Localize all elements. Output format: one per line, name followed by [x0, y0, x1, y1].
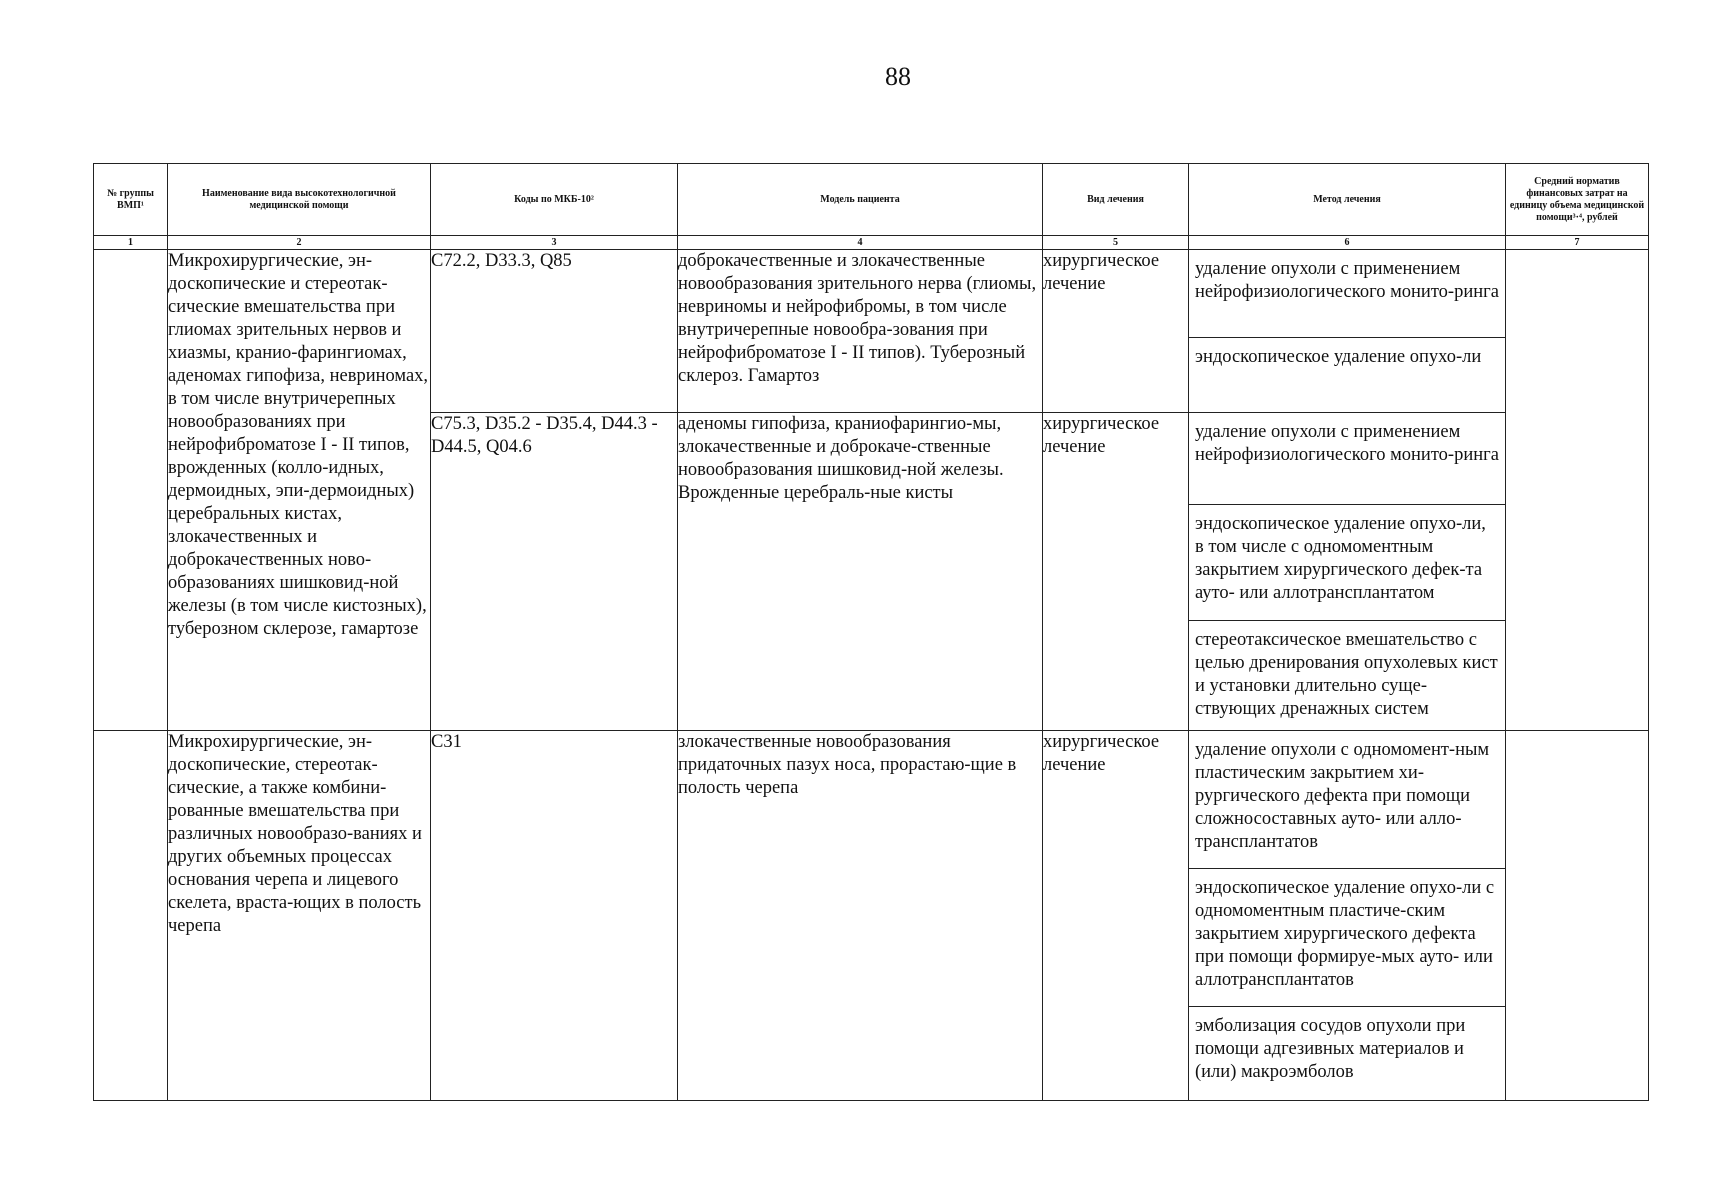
column-number: 5: [1043, 236, 1189, 250]
group-number-cell: [94, 731, 168, 1101]
icd-codes-cell: C31: [431, 731, 678, 1101]
care-type-cell: Микрохирургические, эн-доскопические и стереотак-сические вмешательства при глиомах зрительных нервов и хиазмы, кранио-фарингиомах, аденомах гипофиза, невриномах, в том числе внутричерепных новообразованиях при нейрофиброматозе I - II типов, врожденных (колло-идных, дермоидных, эпи-дермоидных) церебральных кистах, злокачественных и доброкачественных ново-образованиях шишковид-ной железы (в том числе кистозных), туберозном склерозе, гамартозе: [168, 250, 431, 731]
icd-codes-cell: C75.3, D35.2 - D35.4, D44.3 - D44.5, Q04.6: [431, 413, 678, 731]
treatment-method-cell: [1189, 250, 1506, 413]
treatment-method-cell: [1189, 413, 1506, 731]
column-number: 3: [431, 236, 678, 250]
method-item: стереотаксическое вмешательство с целью дренирования опухолевых кист и установки длительно суще-ствующих дренажных систем: [1195, 630, 1498, 719]
header-patient-model: Модель пациента: [678, 164, 1043, 236]
column-number: 2: [168, 236, 431, 250]
table-row: [94, 250, 1649, 413]
header-treatment-type: Вид лечения: [1043, 164, 1189, 236]
cost-cell: [1506, 250, 1649, 731]
header-row: [94, 164, 1649, 236]
treatment-type-cell: хирургическое лечение: [1043, 731, 1189, 1101]
method-item: эндоскопическое удаление опухо-ли: [1195, 347, 1482, 367]
method-item: удаление опухоли с применением нейрофизиологического монито-ринга: [1189, 413, 1505, 505]
care-type-cell: Микрохирургические, эн-доскопические, стереотак-сические, а также комбини-рованные вмешательства при различных новообразо-ваниях и других объемных процессах основания черепа и лицевого скелета, враста-ющих в полость черепа: [168, 731, 431, 1101]
header-care-type: Наименование вида высокотехнологичной медицинской помощи: [168, 164, 431, 236]
patient-model-cell: злокачественные новообразования придаточных пазух носа, прорастаю-щие в полость черепа: [678, 731, 1043, 1101]
column-number-row: [94, 236, 1649, 250]
patient-model-cell: доброкачественные и злокачественные новообразования зрительного нерва (глиомы, невриномы и нейрофибромы, в том числе внутричерепные новообра-зования при нейрофиброматозе I - II типов). Туберозный склероз. Гамартоз: [678, 250, 1043, 413]
header-group-number: № группы ВМП¹: [94, 164, 168, 236]
patient-model-cell: аденомы гипофиза, краниофарингио-мы, злокачественные и доброкаче-ственные новообразования шишковид-ной железы. Врожденные церебраль-ные кисты: [678, 413, 1043, 731]
method-item: удаление опухоли с одномомент-ным пластическим закрытием хи-рургического дефекта при помощи сложносоставных ауто- или алло-трансплантатов: [1189, 731, 1505, 869]
column-number: 7: [1506, 236, 1649, 250]
treatment-type-cell: хирургическое лечение: [1043, 250, 1189, 413]
cost-cell: [1506, 731, 1649, 1101]
method-item: эндоскопическое удаление опухо-ли, в том числе с одномоментным закрытием хирургического дефек-та ауто- или аллотрансплантатом: [1189, 505, 1505, 621]
method-item: эндоскопическое удаление опухо-ли с одномоментным пластиче-ским закрытием хирургического дефекта при помощи формируе-мых ауто- или аллотрансплантатов: [1189, 869, 1505, 1007]
vmp-table: [93, 163, 1649, 1101]
group-number-cell: [94, 250, 168, 731]
icd-codes-cell: C72.2, D33.3, Q85: [431, 250, 678, 413]
header-cost-norm: Средний норматив финансовых затрат на единицу объема медицинской помощи³·⁴, рублей: [1506, 164, 1649, 236]
treatment-type-cell: хирургическое лечение: [1043, 413, 1189, 731]
table-row: [94, 731, 1649, 1101]
column-number: 4: [678, 236, 1043, 250]
column-number: 1: [94, 236, 168, 250]
header-icd-codes: Коды по МКБ-10²: [431, 164, 678, 236]
treatment-method-cell: [1189, 731, 1506, 1101]
method-item: удаление опухоли с применением нейрофизиологического монито-ринга: [1189, 250, 1505, 338]
column-number: 6: [1189, 236, 1506, 250]
method-item: эмболизация сосудов опухоли при помощи адгезивных материалов и (или) макроэмболов: [1195, 1016, 1466, 1082]
page-number: 88: [885, 62, 911, 91]
header-treatment-method: Метод лечения: [1189, 164, 1506, 236]
